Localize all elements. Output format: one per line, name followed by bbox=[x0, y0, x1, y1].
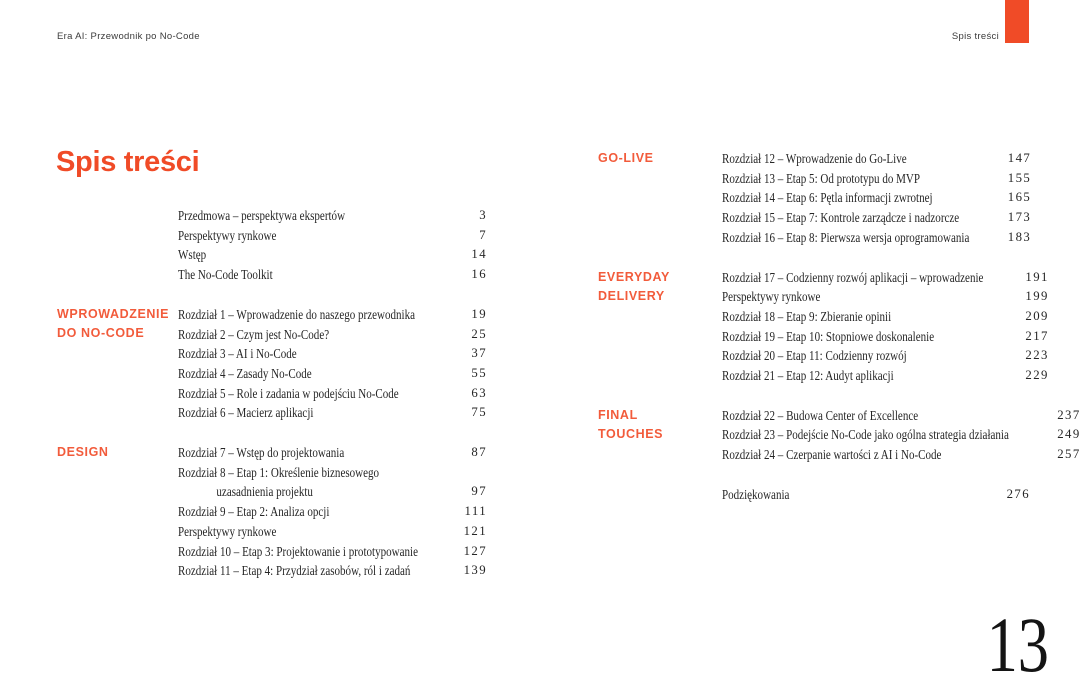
toc-entry[interactable] bbox=[722, 327, 1049, 347]
toc-entry[interactable] bbox=[722, 188, 1031, 208]
toc-entry-title: Przedmowa – perspektywa ekspertów bbox=[178, 208, 346, 223]
toc-entry-title: Rozdział 10 – Etap 3: Projektowanie i prototypowanie bbox=[178, 543, 419, 559]
toc-entry-title: Rozdział 11 – Etap 4: Przydział zasobów, ról i zadań bbox=[178, 563, 411, 579]
toc-entry-title: Rozdział 12 – Wprowadzenie do Go-Live bbox=[722, 151, 907, 166]
toc-entry[interactable] bbox=[722, 425, 1081, 445]
toc-entry[interactable] bbox=[178, 502, 487, 522]
toc-entry-title: Rozdział 18 – Etap 9: Zbieranie opinii bbox=[722, 308, 892, 324]
toc-entry-title: Perspektywy rynkowe bbox=[178, 227, 277, 243]
toc-entry-title: Rozdział 7 – Wstęp do projektowania bbox=[178, 445, 345, 461]
toc-entry-title: Rozdział 22 – Budowa Center of Excellence bbox=[722, 407, 919, 423]
toc-entry-title: Rozdział 14 – Etap 6: Pętla informacji zwrotnej bbox=[722, 190, 933, 206]
toc-group bbox=[598, 485, 1030, 505]
toc-entry-page: 217 bbox=[1025, 328, 1049, 343]
toc-group bbox=[57, 206, 487, 285]
corner-accent-block bbox=[1005, 0, 1029, 43]
toc-entry-title: Rozdział 24 – Czerpanie wartości z AI i No-Code bbox=[722, 447, 942, 463]
toc-entry-page: 87 bbox=[471, 445, 487, 460]
toc-entry-title: Wstęp bbox=[178, 247, 207, 263]
header-book-title: Era AI: Przewodnik po No-Code bbox=[57, 31, 200, 42]
toc-entry[interactable] bbox=[178, 325, 487, 345]
toc-entry[interactable] bbox=[178, 245, 487, 265]
toc-entry-page: 25 bbox=[471, 326, 487, 341]
toc-entry-page: 191 bbox=[1025, 269, 1049, 284]
toc-entry-page: 3 bbox=[479, 208, 487, 222]
toc-entry-page: 223 bbox=[1025, 348, 1049, 363]
toc-entry[interactable] bbox=[178, 265, 487, 285]
toc-entry-title: Rozdział 3 – AI i No-Code bbox=[178, 346, 297, 362]
toc-entry-title: Rozdział 23 – Podejście No-Code jako ogólna strategia działania bbox=[722, 427, 1009, 443]
toc-entry[interactable] bbox=[178, 305, 487, 325]
toc-entry-title: Rozdział 21 – Etap 12: Audyt aplikacji bbox=[722, 368, 894, 384]
toc-entry-page: 276 bbox=[1006, 486, 1030, 501]
toc-entry-list bbox=[722, 406, 1081, 465]
toc-entry[interactable] bbox=[178, 206, 487, 226]
section-label: WPROWADZENIE DO NO-CODE bbox=[57, 306, 170, 341]
header-section-name: Spis treści bbox=[951, 31, 999, 42]
toc-entry-page: 37 bbox=[471, 346, 487, 361]
toc-entry[interactable] bbox=[722, 228, 1031, 248]
toc-entry[interactable] bbox=[722, 287, 1049, 307]
section-label: GO-LIVE bbox=[598, 151, 654, 165]
section-label: EVERYDAY DELIVERY bbox=[598, 269, 670, 304]
toc-entry-list bbox=[722, 485, 1030, 505]
toc-entry[interactable] bbox=[722, 406, 1081, 426]
toc-entry-title: Rozdział 13 – Etap 5: Od prototypu do MVP bbox=[722, 170, 921, 186]
toc-entry[interactable] bbox=[178, 226, 487, 246]
toc-entry-title: Rozdział 20 – Etap 11: Codzienny rozwój bbox=[722, 348, 907, 364]
toc-entry-title: The No-Code Toolkit bbox=[178, 267, 273, 283]
toc-entry[interactable] bbox=[722, 208, 1031, 228]
toc-column-right bbox=[598, 149, 1081, 525]
toc-entry-page: 249 bbox=[1057, 427, 1081, 442]
section-label: FINAL TOUCHES bbox=[598, 407, 664, 442]
toc-entry[interactable] bbox=[722, 307, 1049, 327]
toc-entry-page: 147 bbox=[1007, 151, 1032, 165]
toc-entry-page: 127 bbox=[463, 543, 487, 558]
toc-entry[interactable] bbox=[722, 366, 1049, 386]
toc-entry[interactable] bbox=[722, 445, 1081, 465]
toc-entry[interactable] bbox=[178, 542, 487, 562]
toc-entry[interactable] bbox=[178, 463, 487, 502]
toc-entry-page: 75 bbox=[471, 405, 487, 420]
toc-entry-page: 7 bbox=[479, 227, 487, 242]
toc-entry[interactable] bbox=[178, 522, 487, 542]
toc-entry-page: 16 bbox=[471, 267, 487, 282]
toc-entry-list bbox=[178, 206, 487, 285]
toc-group bbox=[598, 149, 1030, 248]
toc-entry-title: Rozdział 1 – Wprowadzenie do naszego przewodnika bbox=[178, 306, 416, 322]
toc-entry-page: 121 bbox=[463, 523, 487, 538]
toc-entry[interactable] bbox=[722, 149, 1031, 169]
toc-entry-page: 165 bbox=[1007, 190, 1032, 205]
toc-entry-title: Perspektywy rynkowe bbox=[178, 523, 277, 539]
toc-entry-page: 55 bbox=[471, 365, 487, 380]
toc-entry-page: 19 bbox=[471, 306, 487, 321]
toc-entry-list bbox=[178, 305, 487, 423]
toc-entry[interactable] bbox=[178, 384, 487, 404]
toc-entry-page: 237 bbox=[1057, 407, 1081, 422]
section-label bbox=[57, 206, 178, 285]
toc-entry-title: Rozdział 19 – Etap 10: Stopniowe doskonalenie bbox=[722, 328, 935, 344]
page-number: 13 bbox=[986, 601, 1049, 688]
toc-group bbox=[598, 406, 1081, 465]
toc-entry-page: 229 bbox=[1025, 368, 1049, 383]
page-title: Spis treści bbox=[56, 146, 200, 178]
toc-entry-page: 173 bbox=[1007, 210, 1032, 225]
toc-entry-title: Rozdział 6 – Macierz aplikacji bbox=[178, 405, 314, 421]
toc-entry-list bbox=[722, 268, 1049, 386]
toc-group bbox=[57, 305, 487, 423]
toc-entry-page: 139 bbox=[463, 563, 487, 578]
toc-entry[interactable] bbox=[178, 561, 487, 581]
toc-entry-list bbox=[722, 149, 1031, 248]
toc-entry-title: Rozdział 8 – Etap 1: Określenie biznesowego uzasadnienia projektu bbox=[178, 464, 380, 500]
toc-entry-page: 63 bbox=[471, 385, 487, 400]
toc-column-left bbox=[57, 206, 487, 601]
toc-group bbox=[598, 268, 1049, 386]
toc-entry-title: Rozdział 2 – Czym jest No-Code? bbox=[178, 326, 330, 342]
toc-entry[interactable] bbox=[722, 169, 1031, 189]
toc-entry-title: Rozdział 4 – Zasady No-Code bbox=[178, 365, 312, 381]
toc-entry[interactable] bbox=[178, 403, 487, 423]
toc-entry-title: Podziękowania bbox=[722, 486, 790, 502]
toc-entry-page: 111 bbox=[464, 504, 487, 519]
toc-entry[interactable] bbox=[178, 443, 487, 463]
toc-entry-page: 257 bbox=[1057, 447, 1081, 462]
toc-entry-title: Rozdział 17 – Codzienny rozwój aplikacji – wprowadzenie bbox=[722, 269, 984, 285]
toc-entry[interactable] bbox=[722, 268, 1049, 288]
toc-entry-title: Rozdział 16 – Etap 8: Pierwsza wersja oprogramowania bbox=[722, 229, 970, 245]
toc-entry-list bbox=[178, 443, 487, 581]
toc-entry-title: Rozdział 9 – Etap 2: Analiza opcji bbox=[178, 504, 330, 520]
toc-entry[interactable] bbox=[722, 485, 1030, 505]
toc-entry-title: Rozdział 15 – Etap 7: Kontrole zarządcze i nadzorcze bbox=[722, 210, 960, 226]
toc-entry-page: 183 bbox=[1007, 229, 1032, 244]
toc-entry-page: 97 bbox=[471, 484, 487, 499]
toc-entry-page: 155 bbox=[1007, 170, 1032, 185]
toc-entry-page: 199 bbox=[1025, 289, 1049, 304]
toc-entry-title: Rozdział 5 – Role i zadania w podejściu No-Code bbox=[178, 385, 399, 401]
section-label: DESIGN bbox=[57, 445, 109, 460]
toc-entry[interactable] bbox=[722, 346, 1049, 366]
toc-entry[interactable] bbox=[178, 364, 487, 384]
toc-entry[interactable] bbox=[178, 344, 487, 364]
toc-entry-page: 209 bbox=[1025, 308, 1049, 323]
toc-entry-title: Perspektywy rynkowe bbox=[722, 289, 821, 305]
toc-entry-page: 14 bbox=[471, 247, 487, 262]
section-label bbox=[598, 485, 722, 505]
toc-group bbox=[57, 443, 487, 581]
